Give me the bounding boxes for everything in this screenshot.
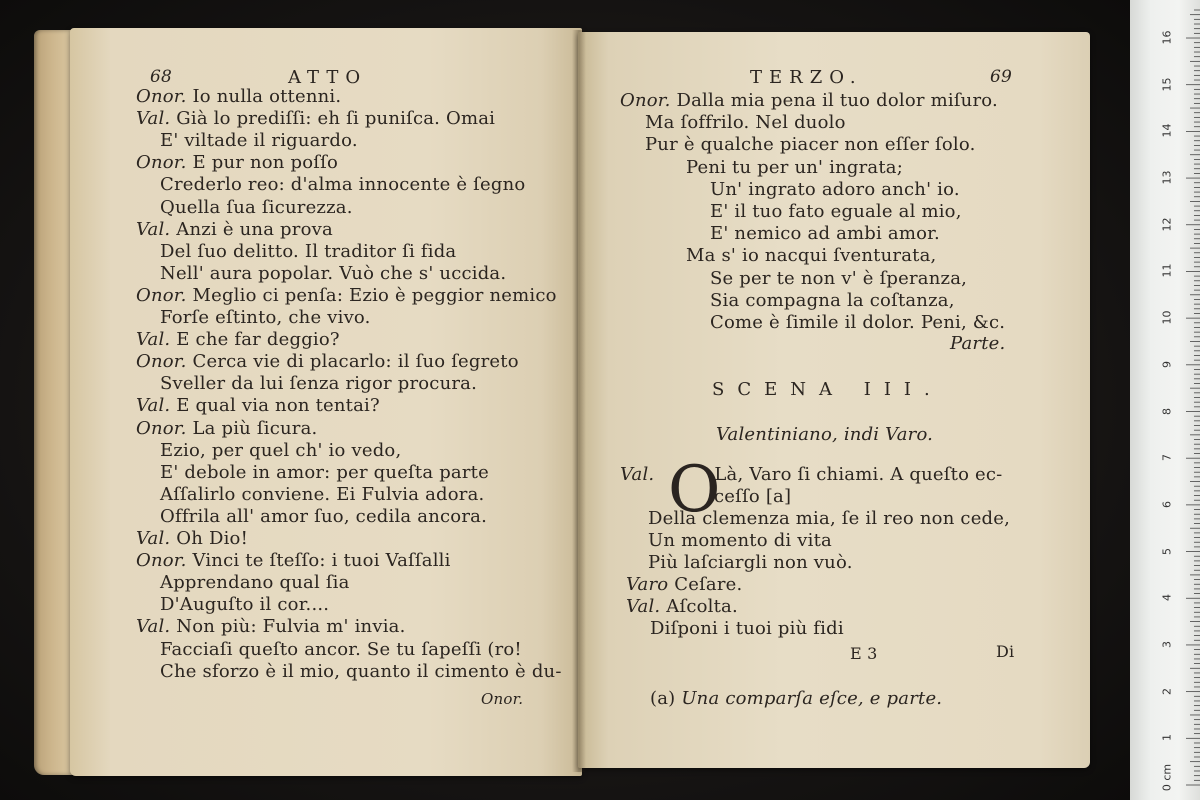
ruler-number: 11 [1160, 263, 1174, 278]
text-line [648, 552, 853, 574]
line-text: Un' ingrato adoro anch' io. [710, 178, 960, 200]
speaker-label: Val. [136, 108, 171, 130]
text-line [160, 197, 353, 219]
line-text: Ma ſoffrilo. Nel duolo [645, 112, 846, 134]
speaker-label: Val. [626, 596, 661, 617]
left-page-number: 68 [150, 67, 173, 87]
speaker-label: Val. [620, 464, 655, 485]
text-line [710, 179, 960, 201]
text-line [136, 86, 341, 108]
line-text: Come è ſimile il dolor. Peni, &c. [710, 312, 1006, 333]
text-line [160, 594, 329, 616]
text-line [136, 329, 340, 351]
speaker-label: Val. [136, 218, 171, 240]
line-text: Oh Dio! [176, 528, 249, 549]
signature-mark: E 3 [850, 644, 878, 663]
text-line [710, 290, 955, 312]
text-line [160, 462, 489, 484]
text-line [136, 108, 495, 130]
line-text: Sia compagna la coſtanza, [710, 289, 955, 311]
right-catchword: Di [996, 642, 1015, 661]
line-text: Diſponi i tuoi più fidi [650, 618, 844, 639]
text-line [136, 152, 338, 174]
speaker-label: Val. [136, 528, 171, 549]
text-line [160, 440, 401, 462]
ruler-number: 8 [1160, 407, 1174, 415]
text-line [160, 373, 477, 395]
text-line [620, 90, 998, 112]
ruler-number: 6 [1160, 500, 1174, 508]
line-text: E' debole in amor: per queſta parte [160, 461, 489, 483]
text-line [136, 418, 317, 440]
text-line [136, 616, 406, 638]
line-text: Meglio ci penſa: Ezio è peggior nemico [192, 284, 557, 306]
text-line [136, 395, 380, 417]
line-text: E' nemico ad ambi amor. [710, 223, 940, 245]
ruler-number: 1 [1160, 734, 1174, 742]
text-line [136, 528, 248, 550]
speaker-label: Val. [136, 329, 171, 351]
left-catchword: Onor. [481, 690, 524, 708]
text-line [160, 572, 350, 594]
text-line [160, 241, 456, 263]
speaker-label: Onor. [136, 152, 187, 174]
line-text: Se per te non v' è ſperanza, [710, 267, 968, 289]
line-text: Facciaſi queſto ancor. Se tu ſapeſſi (ro! [160, 638, 522, 660]
line-text: Ezio, per quel ch' io vedo, [160, 439, 402, 461]
line-text: Io nulla ottenni. [192, 86, 342, 107]
line-text: Là, Varo ſi chiami. A queſto ec- [714, 464, 1003, 485]
line-text: Già lo prediſſi: eh ſi puniſca. Omai [176, 108, 496, 130]
ruler-number: 3 [1160, 640, 1174, 648]
text-line [160, 661, 562, 683]
ruler-unit-label: 0 cm [1160, 763, 1174, 792]
speaker-label: Onor. [136, 351, 187, 373]
text-line [620, 464, 1002, 486]
text-line [650, 618, 844, 640]
text-line [648, 508, 1010, 530]
line-text: Nell' aura popolar. Vuò che s' uccida. [160, 262, 507, 284]
ruler-number: 10 [1160, 310, 1174, 325]
speaker-label: Onor. [136, 417, 187, 439]
text-line [136, 219, 333, 241]
text-line [136, 550, 451, 572]
line-text: Dalla mia pena il tuo dolor miſuro. [676, 90, 998, 111]
line-text: ceſſo [a] [714, 486, 792, 507]
ruler-number: 9 [1160, 360, 1174, 368]
text-line [160, 506, 487, 528]
left-running-header: ATTO [288, 67, 368, 88]
text-line [710, 268, 967, 290]
exit-direction: Parte. [950, 333, 1006, 354]
text-line [136, 285, 557, 307]
drop-cap: O [668, 453, 721, 527]
text-line [136, 351, 519, 373]
ruler-number: 7 [1160, 454, 1174, 462]
line-text: Aſcolta. [666, 596, 738, 617]
right-running-header: TERZO. [750, 67, 863, 88]
scene-heading: SCENA III. [712, 379, 943, 400]
line-text: Anzi è una prova [176, 218, 333, 240]
speaker-label: Onor. [136, 550, 187, 572]
text-line [686, 157, 903, 179]
footnote-label: (a) [650, 688, 676, 709]
text-line [686, 245, 936, 267]
measurement-ruler [1130, 0, 1200, 800]
speaker-label: Onor. [136, 86, 187, 107]
text-line [626, 574, 742, 596]
line-text: Quella ſua ſicurezza. [160, 196, 353, 218]
speaker-label: Val. [136, 395, 171, 417]
line-text: Della clemenza mia, ſe il reo non cede, [648, 508, 1011, 529]
text-line [160, 130, 358, 152]
text-line [714, 486, 791, 508]
scene-characters: Valentiniano, indi Varo. [716, 424, 934, 445]
footnote [650, 688, 942, 710]
text-line [710, 201, 962, 223]
text-line [160, 263, 506, 285]
line-text: Vinci te ſteſſo: i tuoi Vaſſalli [192, 550, 451, 572]
line-text: Apprendano qual ſia [160, 572, 350, 594]
line-text: D'Auguſto il cor.... [160, 594, 330, 616]
text-line [645, 134, 976, 156]
text-line [710, 312, 1005, 334]
line-text: E pur non poſſo [192, 152, 339, 174]
line-text: Che sforzo è il mio, quanto il cimento è du- [160, 660, 562, 682]
line-text: Forſe eſtinto, che vivo. [160, 307, 371, 328]
line-text: Sveller da lui ſenza rigor procura. [160, 373, 478, 395]
line-text: La più ſicura. [192, 417, 318, 439]
ruler-number: 16 [1160, 30, 1174, 45]
line-text: Più laſciargli non vuò. [648, 552, 853, 573]
ruler-number: 2 [1160, 687, 1174, 695]
line-text: Peni tu per un' ingrata; [686, 156, 903, 178]
speaker-label: Val. [136, 616, 171, 638]
ruler-number: 5 [1160, 547, 1174, 555]
line-text: Pur è qualche piacer non eſſer ſolo. [645, 134, 976, 156]
ruler-number: 14 [1160, 123, 1174, 138]
ruler-number: 15 [1160, 77, 1174, 92]
ruler-number: 4 [1160, 594, 1174, 602]
ruler-number: 13 [1160, 170, 1174, 185]
text-line [160, 307, 371, 329]
line-text: E che far deggio? [176, 329, 340, 351]
text-line [710, 223, 940, 245]
line-text: Un momento di vita [648, 530, 832, 551]
line-text: Ceſare. [674, 574, 743, 595]
line-text: E qual via non tentai? [176, 395, 380, 417]
line-text: Del ſuo delitto. Il traditor ſi fida [160, 240, 457, 262]
text-line [160, 639, 522, 661]
line-text: E' viltade il riguardo. [160, 130, 358, 152]
ruler-number: 12 [1160, 217, 1174, 232]
footnote-text: Una comparſa eſce, e parte. [681, 688, 943, 709]
line-text: Crederlo reo: d'alma innocente è ſegno [160, 174, 526, 196]
speaker-label: Onor. [620, 90, 671, 111]
speaker-label: Onor. [136, 284, 187, 306]
line-text: Cerca vie di placarlo: il ſuo ſegreto [192, 351, 519, 373]
text-line [160, 174, 525, 196]
line-text: Non più: Fulvia m' invia. [176, 616, 406, 638]
text-line [160, 484, 484, 506]
line-text: E' il tuo fato eguale al mio, [710, 201, 962, 222]
book-gutter [572, 30, 586, 772]
speaker-label: Varo [626, 574, 669, 595]
text-line [645, 112, 846, 134]
right-page-number: 69 [990, 67, 1013, 87]
text-line [648, 530, 832, 552]
line-text: Offrila all' amor ſuo, cedila ancora. [160, 505, 487, 527]
line-text: Aſſalirlo conviene. Ei Fulvia adora. [160, 483, 485, 505]
text-line [626, 596, 738, 618]
line-text: Ma s' io nacqui ſventurata, [686, 245, 937, 267]
